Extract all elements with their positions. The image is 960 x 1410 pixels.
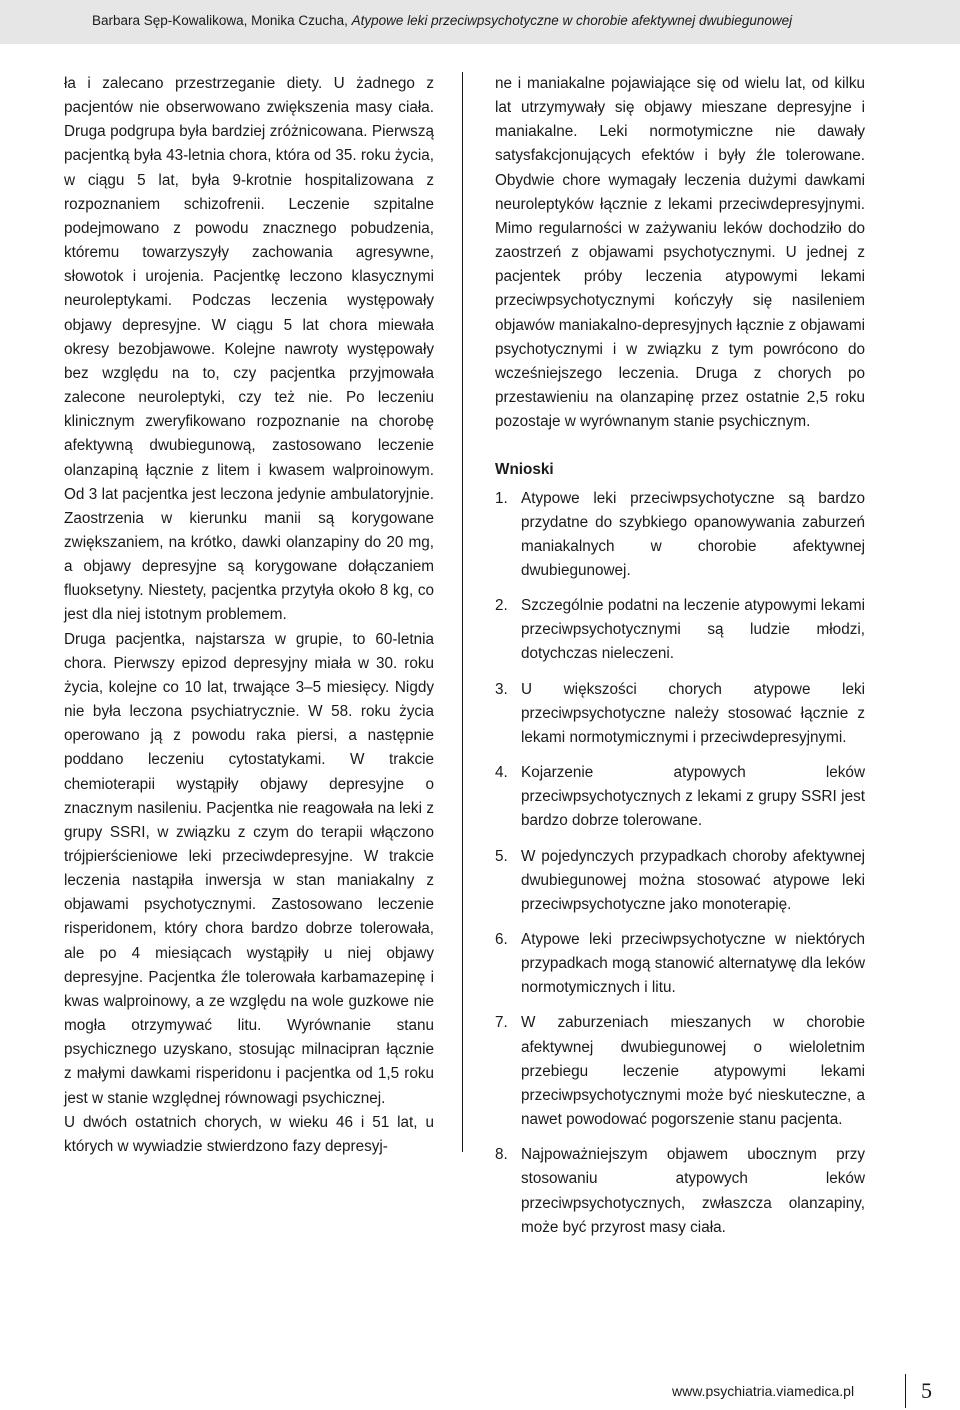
conclusion-number: 5. <box>495 847 508 865</box>
conclusions-list <box>495 487 865 1240</box>
header-authors: Barbara Sęp-Kowalikowa, Monika Czucha, <box>92 13 352 28</box>
conclusion-item <box>495 1143 865 1240</box>
footer-divider <box>905 1374 906 1408</box>
conclusion-number: 2. <box>495 597 508 615</box>
left-column <box>64 72 434 1159</box>
conclusion-item <box>495 678 865 750</box>
conclusion-text: Atypowe leki przeciwpsychotyczne w niektórych przypadkach mogą stanowić alternatywę dla leków normotymicznych i litu. <box>521 931 865 997</box>
conclusion-number: 1. <box>495 489 508 507</box>
conclusions-heading: Wnioski <box>495 461 554 479</box>
conclusion-text: W zaburzeniach mieszanych w chorobie afektywnej dwubiegunowej o wieloletnim przebiegu leczenie atypowymi lekami przeciwpsychotycznymi może być nieskuteczne, a nawet powodować pogorszenie stanu pacjenta. <box>521 1014 865 1129</box>
journal-url: www.psychiatria.viamedica.pl <box>672 1383 855 1399</box>
conclusion-number: 6. <box>495 931 508 948</box>
body-paragraph: ne i maniakalne pojawiające się od wielu lat, od kilku lat utrzymywały się objawy mieszane depresyjne i maniakalne. Leki normotymiczne nie dawały satysfakcjonujących efektów i były źle tolerowane. Obydwie chore wymagały leczenia dużymi dawkami neuroleptyków łącznie z lekami przeciwdepresyjnymi. Mimo regularności w zażywaniu leków dochodziło do zaostrzeń z objawami psychotycznymi. U jednej z pacjentek próby leczenia atypowymi lekami przeciwpsychotycznymi kończyły się nasileniem objawów maniakalno-depresyjnych łącznie z objawami psychotycznymi i w związku z tym powrócono do wcześniejszego leczenia. Druga z chorych po przestawieniu na olanzapinę przez ostatnie 2,5 roku pozostaje w wyrównanym stanie psychicznym. <box>495 75 865 431</box>
conclusion-text: Kojarzenie atypowych leków przeciwpsychotycznych z lekami z grupy SSRI jest bardzo dobrze tolerowane. <box>521 764 865 830</box>
header-text <box>92 13 792 28</box>
running-header <box>0 0 960 44</box>
conclusion-number: 4. <box>495 764 508 782</box>
conclusion-text: Najpoważniejszym objawem ubocznym przy stosowaniu atypowych leków przeciwpsychotycznych, zwłaszcza olanzapiny, może być przyrost masy ciała. <box>521 1146 865 1236</box>
conclusion-item <box>495 928 865 1000</box>
header-article-title: Atypowe leki przeciwpsychotyczne w chorobie afektywnej dwubiegunowej <box>351 13 793 28</box>
conclusion-number: 3. <box>495 680 508 698</box>
column-divider <box>462 72 463 1152</box>
body-paragraph: Druga pacjentka, najstarsza w grupie, to 60-letnia chora. Pierwszy epizod depresyjny miała w 30. roku życia, kolejne co 10 lat, trwające 3–5 miesięcy. Nigdy nie była leczona psychiatrycznie. W 58. roku życia operowano ją z powodu raka piersi, a następnie poddano leczeniu cytostatykami. W trakcie chemioterapii wystąpiły objawy depresyjne o znacznym nasileniu. Pacjentka nie reagowała na leki z grupy SSRI, w związku z czym do terapii włączono trójpierścieniowe leki przeciwdepresyjne. W trakcie leczenia nastąpiła inwersja w stan maniakalny z objawami psychotycznymi. Zastosowano leczenie risperidonem, który chora bardzo dobrze tolerowała, ale po 4 miesiącach wystąpiły u niej objawy depresyjne. Pacjentka źle tolerowała karbamazepinę i kwas walproinowy, a ze względu na wole guzkowe nie mogła otrzymywać litu. Wyrównanie stanu psychicznego uzyskano, stosując milnacipran łącznie z małymi dawkami risperidonu i pacjentka od 1,5 roku jest w stanie względnej równowagi psychicznej. <box>64 630 434 1107</box>
body-paragraph: U dwóch ostatnich chorych, w wieku 46 i 51 lat, u których w wywiadzie stwierdzono fazy depresyj- <box>64 1113 434 1155</box>
right-column <box>495 72 865 1251</box>
conclusion-number: 8. <box>495 1146 508 1164</box>
conclusion-item <box>495 761 865 833</box>
body-paragraph: ła i zalecano przestrzeganie diety. U żadnego z pacjentów nie obserwowano zwiększenia masy ciała. Druga podgrupa była bardziej zróżnicowana. Pierwszą pacjentką była 43-letnia chora, która od 35. roku życia, w ciągu 5 lat, była 9-krotnie hospitalizowana z rozpoznaniem schizofrenii. Leczenie szpitalne podejmowano z powodu znacznego pobudzenia, któremu towarzyszyły zachowania agresywne, słowotok i urojenia. Pacjentkę leczono klasycznymi neuroleptykami. Podczas leczenia występowały objawy depresyjne. W ciągu 5 lat chora miewała okresy bezobjawowe. Kolejne nawroty występowały bez względu na to, czy pacjentka przyjmowała zalecone neuroleptyki, czy też nie. Po leczeniu klinicznym zweryfikowano rozpoznanie na chorobę afektywną dwubiegunową, zastosowano leczenie olanzapiną łącznie z litem i kwasem walproinowym. Od 3 lat pacjentka jest leczona jedynie ambulatoryjnie. Zaostrzenia w kierunku manii są korygowane zwiększaniem, na krótko, dawki olanzapiny do 20 mg, a objawy depresyjne są korygowane dołączaniem fluoksetyny. Niestety, pacjentka przytyła około 8 kg, co jest dla niej istotnym problemem. <box>64 75 434 624</box>
conclusion-item <box>495 594 865 666</box>
conclusion-item <box>495 845 865 917</box>
page-number: 5 <box>921 1378 932 1403</box>
conclusion-text: W pojedynczych przypadkach choroby afektywnej dwubiegunowej można stosować atypowe leki przeciwpsychotyczne jako monoterapię. <box>521 847 865 913</box>
conclusion-text: Szczególnie podatni na leczenie atypowymi lekami przeciwpsychotycznymi są ludzie młodzi, dotychczas nieleczeni. <box>521 597 865 663</box>
conclusion-number: 7. <box>495 1014 508 1032</box>
conclusion-item <box>495 1011 865 1132</box>
conclusion-item <box>495 487 865 584</box>
conclusion-text: U większości chorych atypowe leki przeciwpsychotyczne należy stosować łącznie z lekami normotymicznymi i przeciwdepresyjnymi. <box>521 680 865 746</box>
conclusion-text: Atypowe leki przeciwpsychotyczne są bardzo przydatne do szybkiego opanowywania zaburzeń maniakalnych w chorobie afektywnej dwubiegunowej. <box>521 489 865 579</box>
